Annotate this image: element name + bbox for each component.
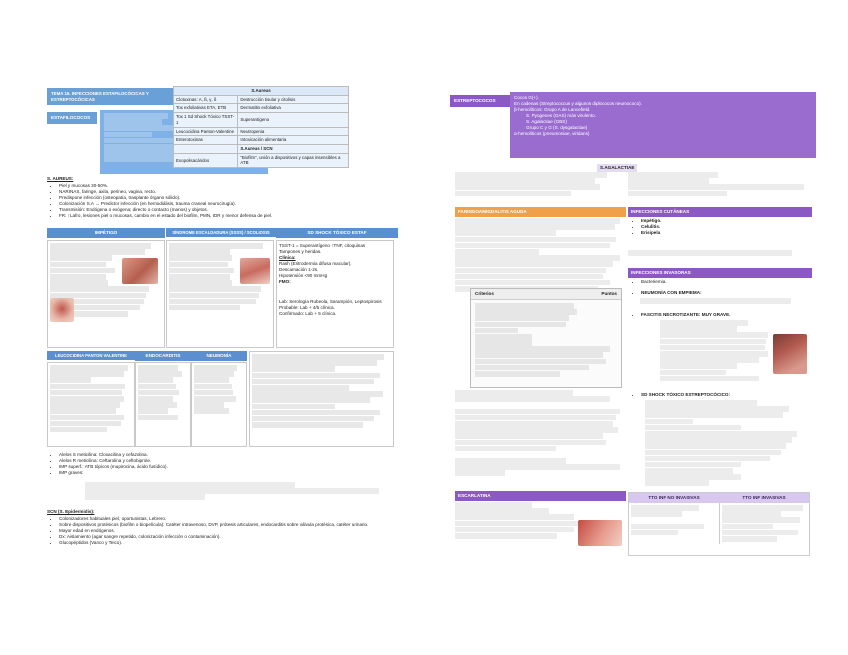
impetigo-photo-1 — [122, 258, 158, 284]
list-item: • Transmisión: Endógena o exógena; directo o contacto (manos) y objetos. — [59, 207, 399, 213]
table-cell: Dermatitis exfoliativa — [238, 104, 349, 113]
streptococos-box — [510, 92, 816, 158]
header-shock: SD SHOCK TÓXICO ESTAF — [276, 228, 398, 238]
table-cell: Leucocidina Panton-Valentine — [174, 127, 238, 136]
list-item: • FR: ↑Lafro, lesiones piel o mucosas, cambio en el estado del biofilm, PMN, IDR y menor defensa de piel. — [59, 213, 399, 219]
scn-heading: SCN (S. Epidermidis): — [47, 509, 95, 514]
leucocidina-cell — [47, 362, 135, 447]
saureus-bullets — [50, 183, 399, 221]
strep-line: En cadenas (Streptococcus y algunos diplococos neumococo). — [514, 100, 642, 106]
strep-line: β-hemolíticos: Grupo A de Lancefield. — [514, 106, 591, 112]
list-item: • IMP superf.: ATB tópicos (mupirocina, ácido fusídico). — [59, 464, 399, 470]
fascitis-photo — [773, 334, 807, 374]
header-sssss: SÍNDROME ESCALDADURA (SSSS) / SCOLIOSIS — [166, 228, 276, 237]
list-item: • NARINAS, faringe, axila, perineo, vagina, recto. — [59, 189, 399, 195]
invasoras-list-1 — [632, 279, 817, 285]
shock-line: Lab: Serología Rubeola, Sarampión, Leptospirosis — [279, 298, 382, 304]
header-neumonia: NEUMONÍA — [191, 351, 247, 361]
table-cell: Neutropenia — [238, 127, 349, 136]
saureus-toxins-table — [173, 86, 349, 168]
list-item: • NEUMONÍA CON EMPIEMA: — [641, 290, 817, 296]
agalactiae-right-text — [628, 172, 808, 197]
s-agalactiae-title: S.AGALACTIAE — [597, 164, 637, 172]
shock-line: TSST-1 = Superantígeno ↑TNF, citoquinas — [279, 243, 366, 248]
infecciones-invasoras-title: INFECCIONES INVASORAS — [628, 268, 812, 278]
strep-line: α-hemolíticos (pneumoniae, viridans) — [514, 130, 590, 136]
strep-line: S. Agalactiae (GBS) — [526, 118, 567, 124]
list-item: • Dx: Aislamiento (agar sangre repetido, colonización infección o contaminación). — [59, 534, 399, 540]
header-leucocidina: LEUCOCIDINA PANTON VALENTINE — [47, 351, 135, 360]
tto-header-invasivas: TTO INF INVASIVAS — [719, 493, 809, 503]
centor-criteria-table — [470, 288, 622, 388]
faringo-title: FARINGOAMIGDALITIS AGUDA — [455, 207, 626, 217]
header-impetigo: IMPÉTIGO — [47, 228, 165, 238]
topic-title-label: TEMA 15. INFECCIONES ESTAFILOCÓCICAS Y ESTREPTOCÓCICAS — [47, 88, 177, 105]
shock-line: Tampones y heridas. — [279, 248, 322, 254]
invasoras-list-4 — [632, 392, 817, 398]
faringo-text — [455, 218, 623, 292]
invasoras-list-3 — [632, 312, 817, 318]
infecciones-cutaneas-title: INFECCIONES CUTÁNEAS — [628, 207, 812, 217]
table-cell: Tox exfoliativas ETA, ETB — [174, 104, 238, 113]
shock-line: Descamación 1-2s. — [279, 266, 319, 272]
shock-line: Confirmado: Lab + 5 clínica. — [279, 310, 337, 316]
sssss-cell — [166, 240, 274, 348]
table-cell: Superantígeno — [238, 113, 349, 127]
list-item: • Glucopéptidos (Vanco y Teico). — [59, 540, 399, 546]
list-item: • Impétigo. — [641, 218, 817, 224]
table-cell: Exopolisacáridos — [174, 153, 238, 167]
endocarditis-cell — [135, 362, 191, 447]
table-cell: Destrucción tisular y citolisis — [238, 95, 349, 104]
table-cell — [174, 145, 238, 154]
list-item: • Alelos R meticilina: Ceftarolina y ceftobiprole. — [59, 458, 399, 464]
scn-bullets — [50, 516, 399, 552]
list-item: • Sobre dispositivos protésicos (biofilm o biopelícula): Catéter intravenoso, DVP, prótesis articulares, endocarditis sobre válvula protésica, catéter urinario. — [59, 522, 399, 528]
list-item: • IMP graves: — [59, 470, 399, 476]
table-cell: Clotoxinas: A, ß, γ, δ — [174, 95, 238, 104]
shock-line: Clínica: — [279, 254, 296, 260]
list-item: • Celulitis. — [641, 224, 817, 230]
points-col-header: Puntos — [601, 291, 617, 296]
shock-line: Rash (Eritrodermia difusa macular). — [279, 260, 352, 266]
table-header: S.Aureus — [174, 87, 349, 96]
strep-line: Grupo C y G (S. dysgalactiae) — [526, 124, 588, 130]
tto-table — [628, 492, 810, 556]
header-endocarditis: ENDOCARDITIS — [135, 351, 191, 361]
shock-line: Probable: Lab + 4/5 clínica. — [279, 304, 335, 310]
table-cell: Intoxicación alimentaria — [238, 136, 349, 145]
tto-header-no-invasivas: TTO INF NO INVASIVAS — [629, 493, 719, 503]
criteria-col-header: Criterios — [475, 291, 494, 296]
shock-strep-text — [645, 400, 805, 487]
table-cell: Tox 1 Sd Shock Tóxico TSST-1 — [174, 113, 238, 127]
cutaneas-fr-text — [628, 250, 806, 256]
list-item: • Piel y mucosas 30-50%. — [59, 183, 399, 189]
neumonia-cell — [191, 362, 247, 447]
list-item: • FASCITIS NECROTIZANTE: MUY GRAVE. — [641, 312, 817, 318]
escarlatina-photo — [578, 520, 622, 546]
shock-line: Hipotensión <90 mmHg — [279, 272, 328, 278]
shock-cell — [276, 240, 394, 348]
cutaneas-list — [632, 218, 817, 236]
estreptococos-label: ESTREPTOCOCOS — [450, 95, 510, 107]
table-cell: S.Aureus / SCN — [238, 145, 349, 154]
table-cell: "Biofilm", unión a dispositivos y capas insensibles a ATB — [238, 153, 349, 167]
impetigo-cell — [47, 240, 165, 348]
faringo-cultivo-text — [455, 390, 623, 477]
strep-line: S. Pyogenes (GAS) más virulento. — [526, 112, 596, 118]
agalactiae-left-text — [455, 172, 620, 197]
artritis-cell — [249, 351, 394, 447]
strep-line: Cocos G(+). — [514, 95, 539, 100]
neumonia-empiema-text — [640, 298, 808, 304]
escarlatina-title: ESCARLATINA — [455, 491, 626, 501]
shock-line: FMO: — [279, 278, 291, 284]
fascitis-text — [660, 320, 770, 382]
list-item: • Colonizadores habituales piel, oportunistas, Lebrero. — [59, 516, 399, 522]
list-item: • Mayor edad en endógenos. — [59, 528, 399, 534]
list-item: • Alelos S meticilina: Cloxacilina y cefazolina. — [59, 452, 399, 458]
list-item: • Bacteriemia. — [641, 279, 817, 285]
impetigo-photo-2 — [50, 298, 74, 322]
list-item: • Erisipela — [641, 230, 817, 236]
list-item: • SD SHOCK TÓXICO ESTREPTOCÓCICO: — [641, 392, 817, 398]
table-cell: Enterotoxinas — [174, 136, 238, 145]
sssss-photo — [240, 258, 270, 284]
list-item: • Colonización S.A → Predictor infección (en hemodiálisis, trauma craneal neurocirugía). — [59, 201, 399, 207]
imp-graves-detail — [85, 482, 385, 501]
invasoras-list-2 — [632, 290, 817, 296]
saureus-heading: S. AUREUS: — [47, 176, 74, 181]
list-item: • Predispone infección (osteopatía, trasplante órgano sólido). — [59, 195, 399, 201]
estafilococos-label: ESTAFILOCOCOS — [47, 112, 97, 124]
